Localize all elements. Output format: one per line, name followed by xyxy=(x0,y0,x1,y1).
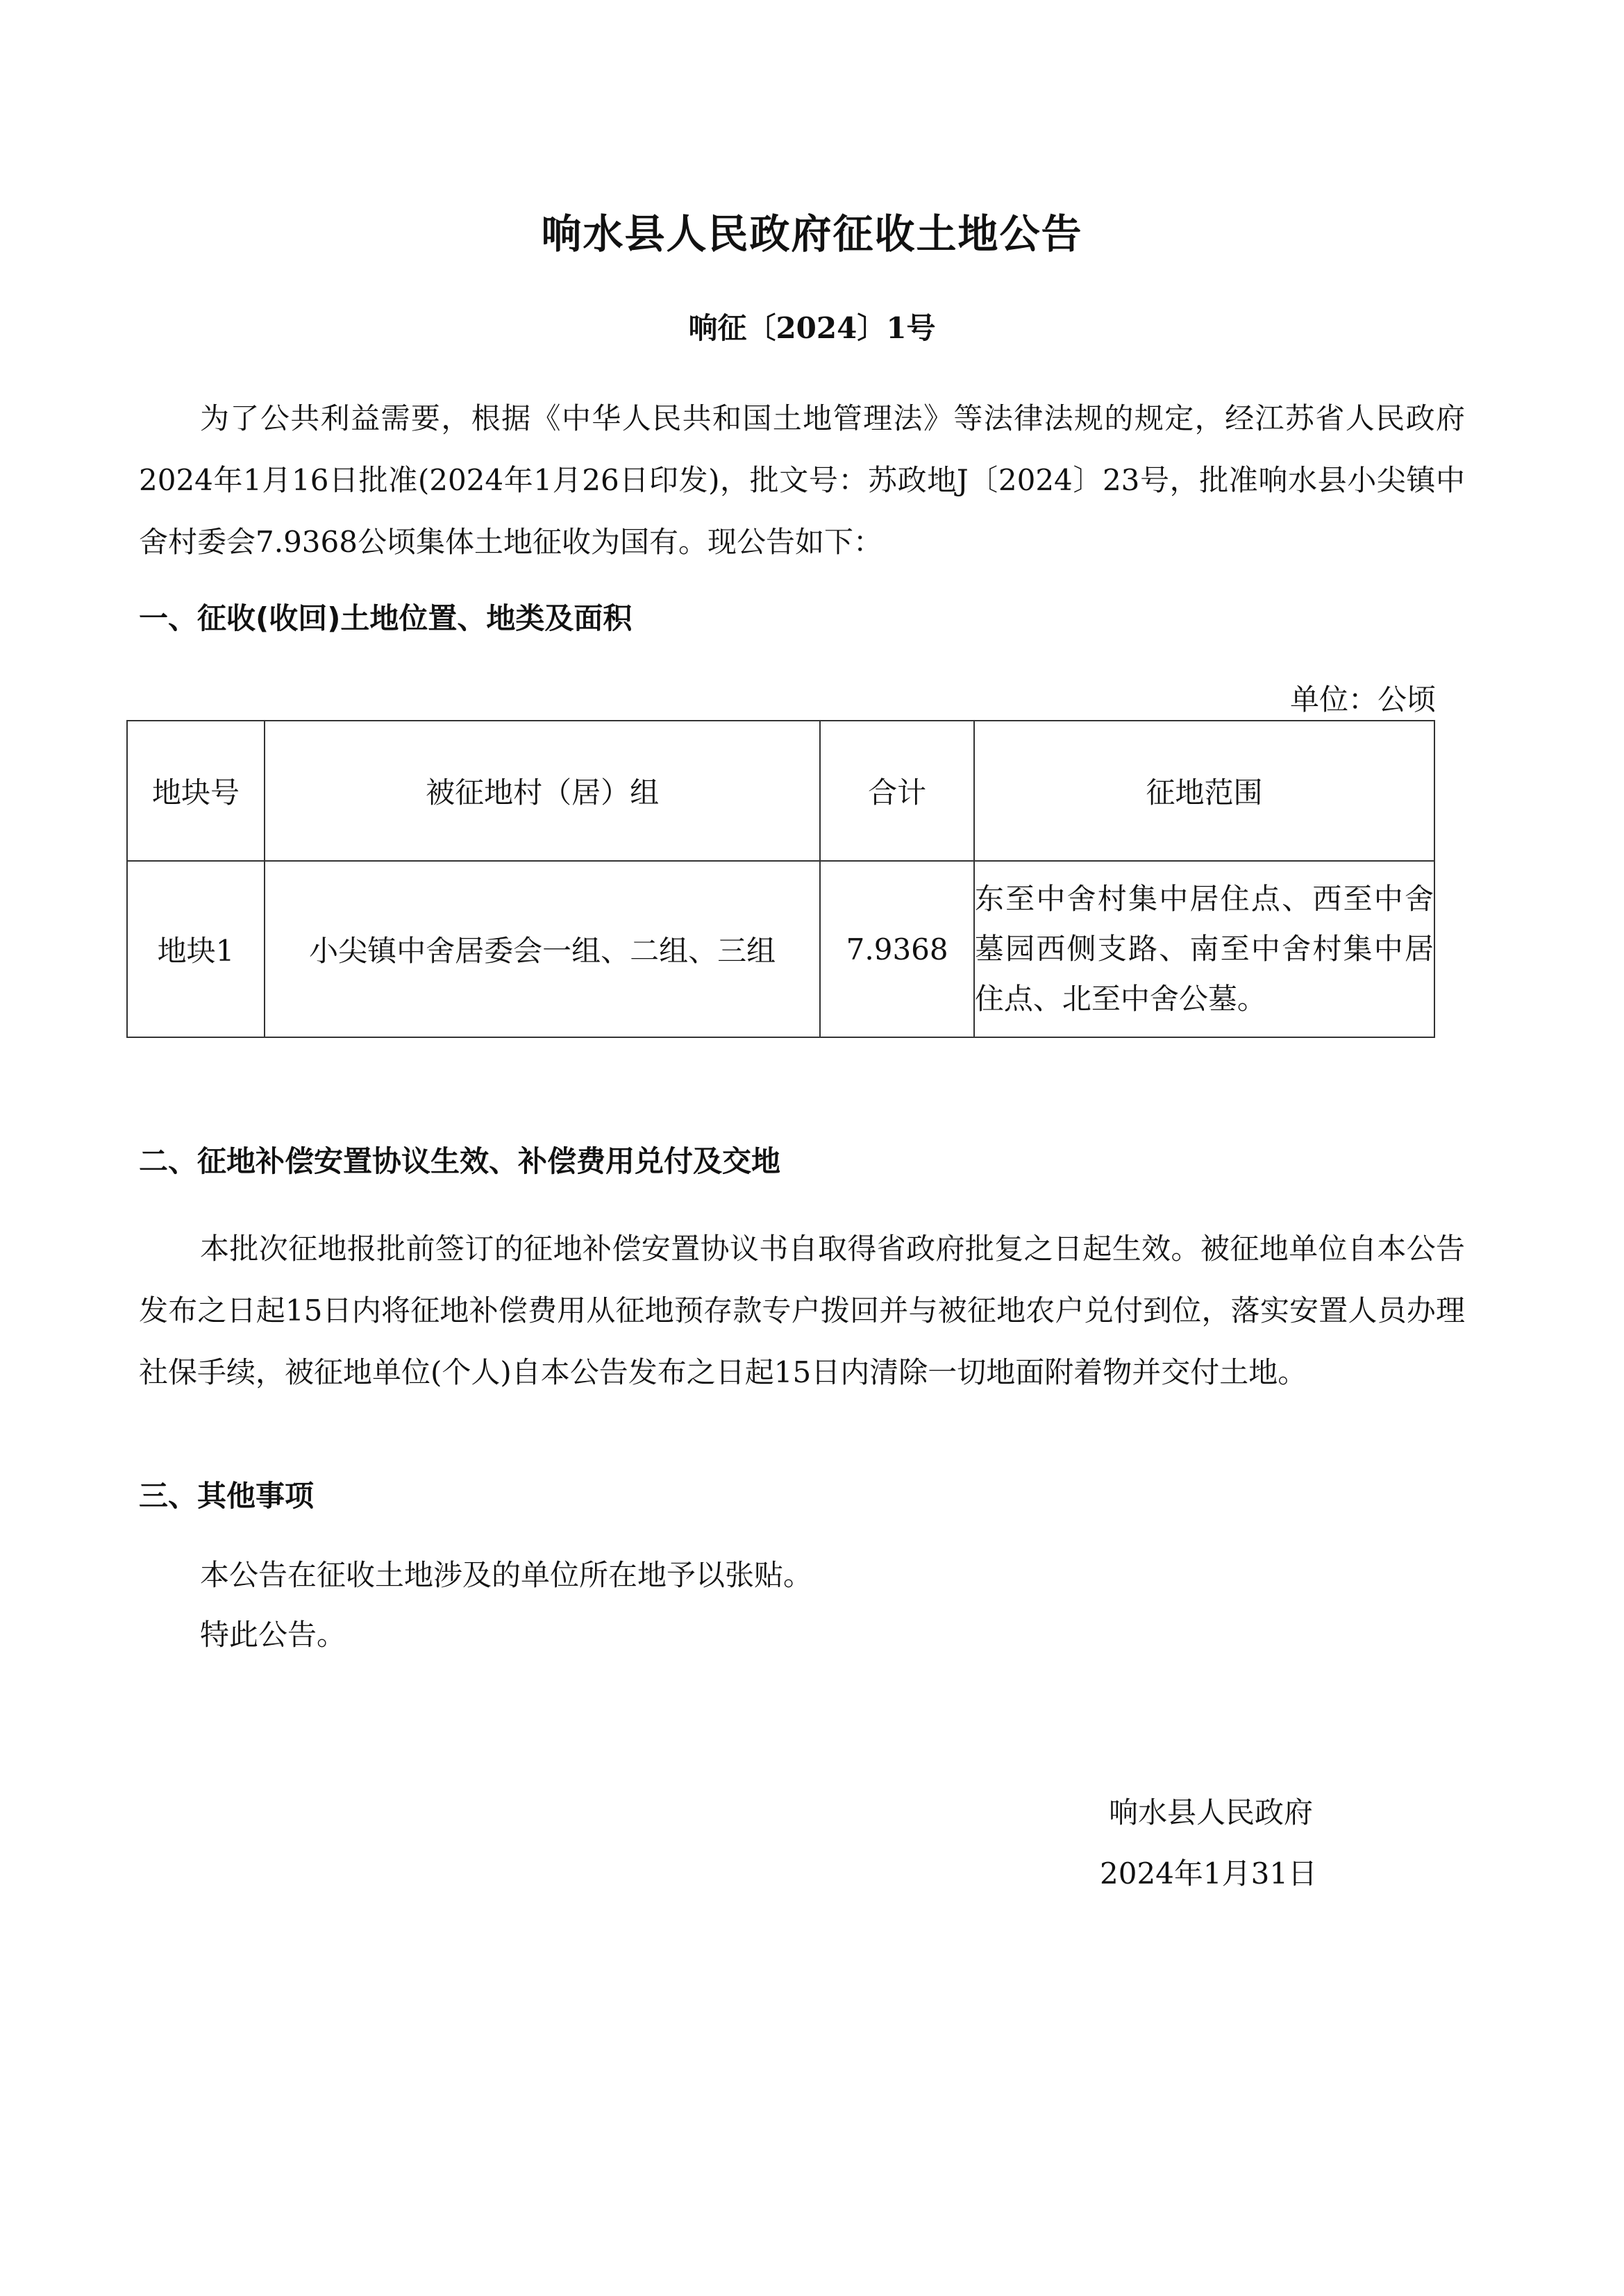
section-1-heading: 一、征收(收回)土地位置、地类及面积 xyxy=(139,601,633,635)
cell-total: 7.9368 xyxy=(820,861,974,1037)
issuing-authority: 响水县人民政府 xyxy=(1109,1795,1314,1829)
table-row xyxy=(127,861,1434,1037)
cell-range: 东至中舍村集中居住点、西至中舍墓园西侧支路、南至中舍村集中居住点、北至中舍公墓。 xyxy=(974,861,1434,1037)
closing-line: 特此公告。 xyxy=(200,1618,346,1652)
posting-line: 本公告在征收土地涉及的单位所在地予以张贴。 xyxy=(200,1558,813,1592)
header-village: 被征地村（居）组 xyxy=(265,721,820,861)
header-range: 征地范围 xyxy=(974,721,1434,861)
intro-paragraph: 为了公共利益需要，根据《中华人民共和国土地管理法》等法律法规的规定，经江苏省人民政府2024年1月16日批准(2024年1月26日印发)，批文号：苏政地J〔2024〕23号，批准响水县小尖镇中舍村委会7.9368公顷集体土地征收为国有。现公告如下： xyxy=(139,401,1465,559)
issue-date: 2024年1月31日 xyxy=(1100,1857,1318,1891)
notice-title: 响水县人民政府征收土地公告 xyxy=(541,210,1083,258)
cell-parcel: 地块1 xyxy=(127,861,265,1037)
section-2-heading: 二、征地补偿安置协议生效、补偿费用兑付及交地 xyxy=(139,1144,781,1178)
land-table xyxy=(126,720,1435,1038)
cell-village: 小尖镇中舍居委会一组、二组、三组 xyxy=(265,861,820,1037)
document-number: 响征〔2024〕1号 xyxy=(688,311,936,345)
table-header-row xyxy=(127,721,1434,861)
unit-label: 单位：公顷 xyxy=(1289,682,1436,717)
header-parcel: 地块号 xyxy=(127,721,265,861)
section-2-body: 本批次征地报批前签订的征地补偿安置协议书自取得省政府批复之日起生效。被征地单位自本公告发布之日起15日内将征地补偿费用从征地预存款专户拨回并与被征地农户兑付到位，落实安置人员办理社保手续，被征地单位(个人)自本公告发布之日起15日内清除一切地面附着物并交付土地。 xyxy=(139,1232,1465,1389)
header-total: 合计 xyxy=(820,721,974,861)
section-3-heading: 三、其他事项 xyxy=(139,1479,315,1513)
